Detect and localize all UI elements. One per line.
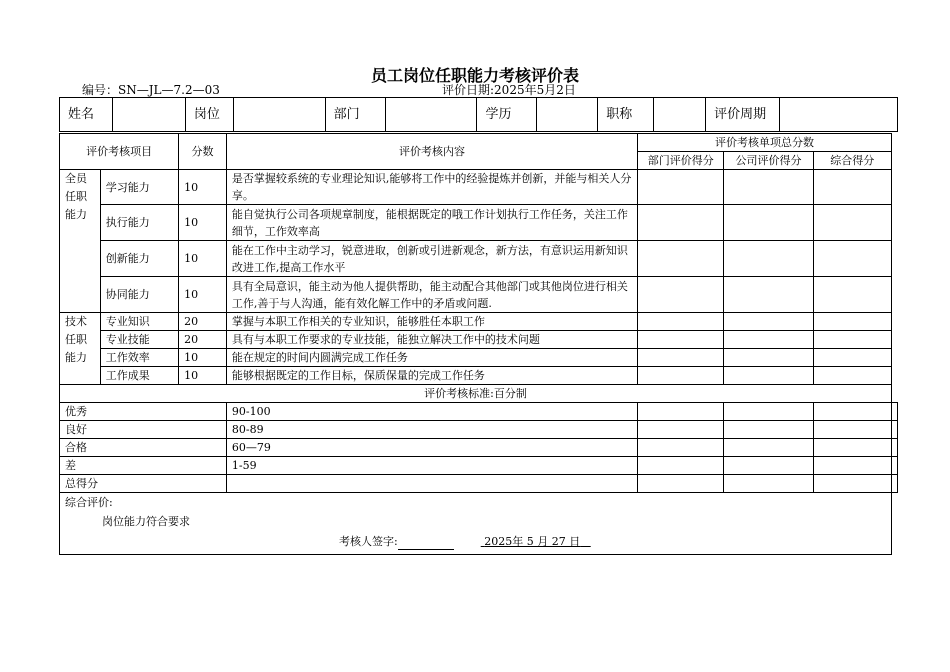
post-label: 岗位 — [185, 98, 233, 132]
overall-score-cell[interactable] — [813, 331, 891, 349]
dept-score-cell[interactable] — [638, 313, 724, 331]
grade-row — [60, 421, 898, 439]
company-score-cell[interactable] — [813, 403, 891, 421]
sign-date-value: 2025年 5 月 27 日 — [484, 535, 581, 548]
job-title-field[interactable] — [654, 98, 706, 132]
overall-score-cell[interactable] — [892, 457, 898, 475]
table-row — [60, 241, 898, 277]
item-name: 工作效率 — [100, 349, 178, 367]
category-cell: 全员 任职 能力 — [60, 170, 101, 313]
item-name: 专业技能 — [100, 331, 178, 349]
grade-label: 良好 — [60, 421, 227, 439]
company-score-cell[interactable] — [724, 349, 813, 367]
grade-label: 合格 — [60, 439, 227, 457]
item-score: 10 — [179, 277, 227, 313]
item-name: 工作成果 — [100, 367, 178, 385]
grade-range: 1-59 — [226, 457, 637, 475]
dept-score-cell[interactable] — [638, 367, 724, 385]
dept-score-cell[interactable] — [724, 457, 813, 475]
overall-score-cell[interactable] — [813, 349, 891, 367]
dept-score-cell[interactable] — [638, 241, 724, 277]
form-number: 编号：SN—JL—7.2—03 — [82, 83, 220, 97]
item-score: 10 — [179, 205, 227, 241]
overall-score-cell[interactable] — [892, 439, 898, 457]
post-field[interactable] — [233, 98, 325, 132]
dept-score-cell[interactable] — [638, 170, 724, 205]
education-label: 学历 — [477, 98, 537, 132]
education-field[interactable] — [537, 98, 598, 132]
item-score: 10 — [179, 367, 227, 385]
total-score-group-header: 评价考核单项总分数 — [638, 134, 892, 152]
company-score-cell[interactable] — [724, 367, 813, 385]
score-header: 分数 — [179, 134, 227, 170]
company-score-cell[interactable] — [813, 457, 891, 475]
company-score-cell[interactable] — [724, 277, 813, 313]
grade-label: 总得分 — [60, 475, 227, 493]
company-score-cell[interactable] — [724, 170, 813, 205]
item-name: 创新能力 — [100, 241, 178, 277]
table-row — [60, 170, 898, 205]
comment-label: 综合评价: — [65, 496, 113, 509]
period-label: 评价周期 — [706, 98, 780, 132]
item-content: 能够根据既定的工作目标，保质保量的完成工作任务 — [226, 367, 637, 385]
signature-field[interactable] — [398, 537, 454, 550]
table-row — [60, 313, 898, 331]
overall-score-cell[interactable] — [813, 170, 891, 205]
overall-score-cell[interactable] — [813, 367, 891, 385]
name-field[interactable] — [112, 98, 185, 132]
grade-row — [60, 457, 898, 475]
grade-range — [226, 475, 637, 493]
company-score-header: 公司评价得分 — [724, 152, 813, 170]
overall-score-cell[interactable] — [813, 313, 891, 331]
item-content: 掌握与本职工作相关的专业知识，能够胜任本职工作 — [226, 313, 637, 331]
overall-score-cell[interactable] — [892, 403, 898, 421]
grade-row — [60, 403, 898, 421]
item-name: 协同能力 — [100, 277, 178, 313]
item-header: 评价考核项目 — [60, 134, 179, 170]
overall-score-cell[interactable] — [892, 475, 898, 493]
dept-score-cell[interactable] — [724, 403, 813, 421]
company-score-cell[interactable] — [724, 205, 813, 241]
item-score: 10 — [179, 349, 227, 367]
company-score-cell[interactable] — [724, 331, 813, 349]
signer-label: 考核人签字: — [339, 535, 398, 548]
dept-score-cell[interactable] — [724, 421, 813, 439]
evaluation-date: 评价日期:2025年5月2日 — [442, 83, 576, 97]
item-content: 是否掌握较系统的专业理论知识,能够将工作中的经验提炼并创新，并能与相关人分享。 — [226, 170, 637, 205]
company-score-cell[interactable] — [724, 241, 813, 277]
item-score: 10 — [179, 241, 227, 277]
item-content: 能在规定的时间内圆满完成工作任务 — [226, 349, 637, 367]
company-score-cell[interactable] — [813, 421, 891, 439]
dept-score-cell[interactable] — [724, 475, 813, 493]
employee-info-table — [59, 97, 898, 132]
job-title-label: 职称 — [598, 98, 654, 132]
company-score-cell[interactable] — [813, 439, 891, 457]
item-content: 能在工作中主动学习，锐意进取，创新或引进新观念，新方法，有意识运用新知识改进工作,提高工作水平 — [226, 241, 637, 277]
grade-range: 80-89 — [226, 421, 637, 439]
sign-date — [481, 535, 591, 548]
grade-range: 60—79 — [226, 439, 637, 457]
item-score: 10 — [179, 170, 227, 205]
item-name: 学习能力 — [100, 170, 178, 205]
grade-label: 差 — [60, 457, 227, 475]
item-score: 20 — [179, 331, 227, 349]
grade-content-cell[interactable] — [638, 403, 724, 421]
dept-score-cell[interactable] — [724, 439, 813, 457]
overall-score-header: 综合得分 — [813, 152, 891, 170]
item-content: 具有与本职工作要求的专业技能，能独立解决工作中的技术问题 — [226, 331, 637, 349]
standard-label: 评价考核标准:百分制 — [60, 385, 892, 403]
table-row — [60, 367, 898, 385]
overall-score-cell[interactable] — [813, 277, 891, 313]
content-header: 评价考核内容 — [226, 134, 637, 170]
grade-content-cell[interactable] — [638, 439, 724, 457]
company-score-cell[interactable] — [724, 313, 813, 331]
item-name: 执行能力 — [100, 205, 178, 241]
table-row — [60, 349, 898, 367]
item-content: 具有全局意识，能主动为他人提供帮助，能主动配合其他部门或其他岗位进行相关工作,善于与人沟通，能有效化解工作中的矛盾或问题. — [226, 277, 637, 313]
overall-score-cell[interactable] — [813, 241, 891, 277]
name-label: 姓名 — [60, 98, 113, 132]
grade-content-cell[interactable] — [638, 421, 724, 439]
category-cell: 技术 任职 能力 — [60, 313, 101, 385]
grade-row — [60, 475, 898, 493]
table-row — [60, 205, 898, 241]
item-name: 专业知识 — [100, 313, 178, 331]
table-row — [60, 277, 898, 313]
grade-range: 90-100 — [226, 403, 637, 421]
overall-score-cell[interactable] — [813, 205, 891, 241]
dept-score-cell[interactable] — [638, 331, 724, 349]
period-field[interactable] — [780, 98, 898, 132]
comment-text: 岗位能力符合要求 — [102, 515, 190, 528]
dept-score-cell[interactable] — [638, 277, 724, 313]
dept-label: 部门 — [325, 98, 385, 132]
dept-score-header: 部门评价得分 — [638, 152, 724, 170]
dept-field[interactable] — [385, 98, 477, 132]
grade-content-cell[interactable] — [638, 475, 724, 493]
sign-date-pad-right — [580, 535, 591, 548]
dept-score-cell[interactable] — [638, 349, 724, 367]
comment-box[interactable] — [60, 493, 892, 555]
evaluation-table — [59, 133, 898, 555]
item-content: 能自觉执行公司各项规章制度，能根据既定的哦工作计划执行工作任务，关注工作细节，工作效率高 — [226, 205, 637, 241]
grade-content-cell[interactable] — [638, 457, 724, 475]
signature-line — [65, 533, 891, 550]
item-score: 20 — [179, 313, 227, 331]
grade-label: 优秀 — [60, 403, 227, 421]
dept-score-cell[interactable] — [638, 205, 724, 241]
form-title: 员工岗位任职能力考核评价表 — [370, 66, 579, 85]
grade-row — [60, 439, 898, 457]
overall-score-cell[interactable] — [892, 421, 898, 439]
company-score-cell[interactable] — [813, 475, 891, 493]
table-row — [60, 331, 898, 349]
